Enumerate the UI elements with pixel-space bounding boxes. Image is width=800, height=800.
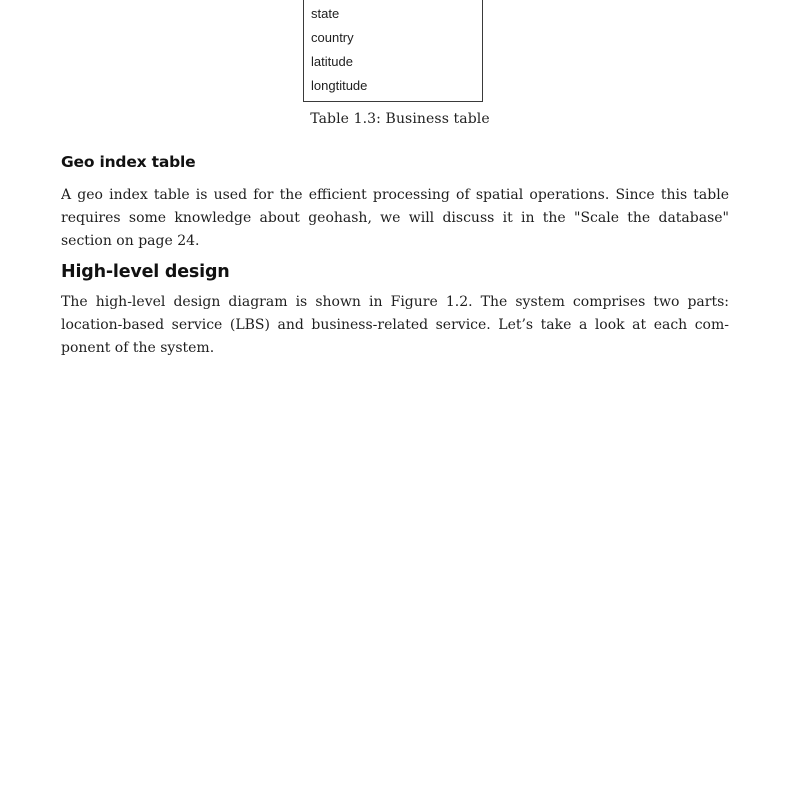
- paragraph-line: requires some knowledge about geohash, we will discuss it in the "Scale the database": [61, 210, 729, 226]
- table-field-longtitude: longtitude: [311, 78, 368, 93]
- section-heading-geo-index: Geo index table: [61, 153, 196, 171]
- section-heading-high-level-design: High-level design: [61, 262, 230, 282]
- paragraph-line: section on page 24.: [61, 233, 200, 249]
- business-table-fields: [311, 2, 367, 98]
- geo-index-paragraph: [61, 184, 729, 253]
- paragraph-line: A geo index table is used for the efficient processing of spatial operations. Since this table: [61, 187, 729, 203]
- paragraph-line: The high-level design diagram is shown in Figure 1.2. The system comprises two parts:: [61, 294, 729, 310]
- paragraph-line: ponent of the system.: [61, 340, 215, 356]
- table-field-latitude: latitude: [311, 54, 353, 69]
- table-caption: Table 1.3: Business table: [310, 111, 490, 127]
- table-field-country: country: [311, 30, 354, 45]
- business-table: [303, 0, 483, 102]
- high-level-design-paragraph: [61, 291, 729, 360]
- paragraph-line: location-based service (LBS) and business-related service. Let’s take a look at each com-: [61, 317, 729, 333]
- table-field-state: state: [311, 6, 340, 21]
